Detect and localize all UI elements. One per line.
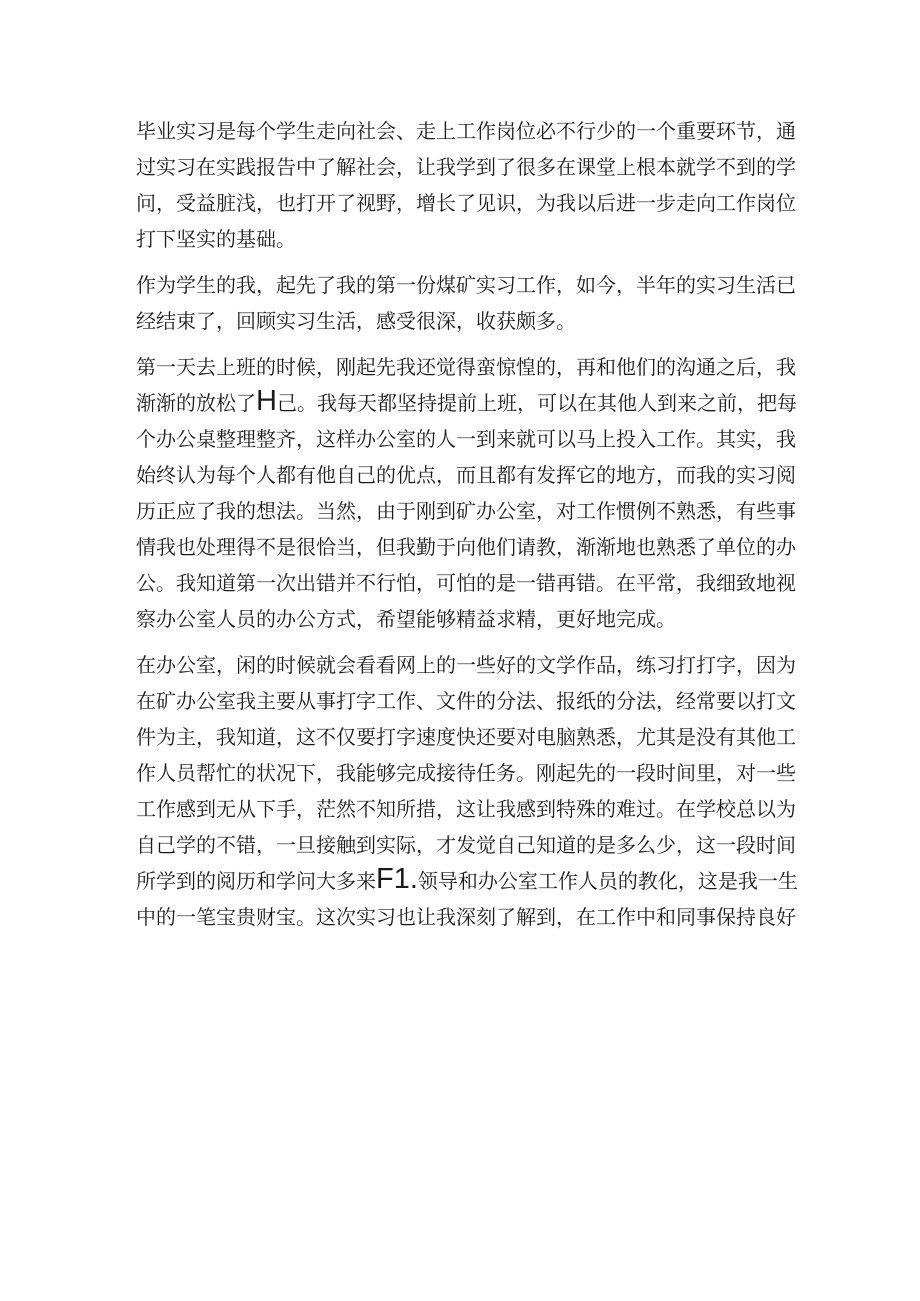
- text-line: 历正应了我的想法。当然，由于刚到矿办公室，对工作惯例不熟悉，有些事: [136, 499, 796, 523]
- text-line: 个办公桌整理整齐，这样办公室的人一到来就可以马上投入工作。其实，我: [136, 427, 796, 451]
- text-line: 察办公室人员的办公方式，希望能够精益求精，更好地完成。: [136, 607, 676, 631]
- text-line: 工作感到无从下手，茫然不知所措，这让我感到特殊的难过。在学校总以为: [136, 797, 796, 821]
- text-line: 自己学的不错，一旦接触到实际，才发觉自己知道的是多么少，这一段时间: [136, 833, 796, 857]
- text-line: 问，受益脏浅，也打开了视野，增长了见识，为我以后进一步走向工作岗位: [136, 191, 796, 215]
- text-line: 作人员帮忙的状况下，我能够完成接待任务。刚起先的一段时间里，对一些: [136, 761, 796, 785]
- text-line: 毕业实习是每个学生走向社会、走上工作岗位必不行少的一个重要环节，通: [136, 119, 796, 143]
- text-line: 情我也处理得不是很恰当，但我勤于向他们请教，渐渐地也熟悉了单位的办: [136, 535, 796, 559]
- text-segment: 己。我每天都坚持提前上班，可以在其他人到来之前，把每: [276, 391, 797, 415]
- text-segment: 渐渐的放松了: [136, 391, 256, 415]
- text-line: 件为主，我知道，这不仅要打字速度快还要对电脑熟悉，尤其是没有其他工: [136, 725, 796, 749]
- text-line: 打下坚实的基础。: [136, 227, 296, 251]
- large-glyph: H: [256, 385, 277, 417]
- text-line: 始终认为每个人都有他自己的优点，而且都有发挥它的地方，而我的实习阅: [136, 463, 796, 487]
- paragraph-1: [136, 113, 796, 257]
- text-line: 作为学生的我，起先了我的第一份煤矿实习工作，如今，半年的实习生活已: [136, 273, 796, 297]
- text-line: 经结束了，回顾实习生活，感受很深，收获颇多。: [136, 309, 576, 333]
- text-line: 公。我知道第一次出错并不行怕，可怕的是一错再错。在平常，我细致地视: [136, 571, 796, 595]
- text-segment: 领导和办公室工作人员的教化，这是我一生: [417, 869, 798, 893]
- large-glyph: F1.: [376, 863, 418, 895]
- text-line: 中的一笔宝贵财宝。这次实习也让我深刻了解到，在工作中和同事保持良好: [136, 905, 796, 929]
- paragraph-3: [136, 349, 796, 637]
- text-line: 第一天去上班的时候，刚起先我还觉得蛮惊惶的，再和他们的沟通之后，我: [136, 355, 796, 379]
- paragraph-2: [136, 267, 796, 339]
- paragraph-4: [136, 647, 796, 935]
- text-line: 在办公室，闲的时候就会看看网上的一些好的文学作品，练习打打字，因为: [136, 653, 796, 677]
- text-segment: 所学到的阅历和学问大多来: [136, 869, 376, 893]
- text-line: 过实习在实践报告中了解社会，让我学到了很多在课堂上根本就学不到的学: [136, 155, 796, 179]
- text-line-mixed: [136, 385, 796, 421]
- text-line: 在矿办公室我主要从事打字工作、文件的分法、报纸的分法，经常要以打文: [136, 689, 796, 713]
- document-body: [136, 113, 796, 945]
- text-line-mixed: [136, 863, 796, 899]
